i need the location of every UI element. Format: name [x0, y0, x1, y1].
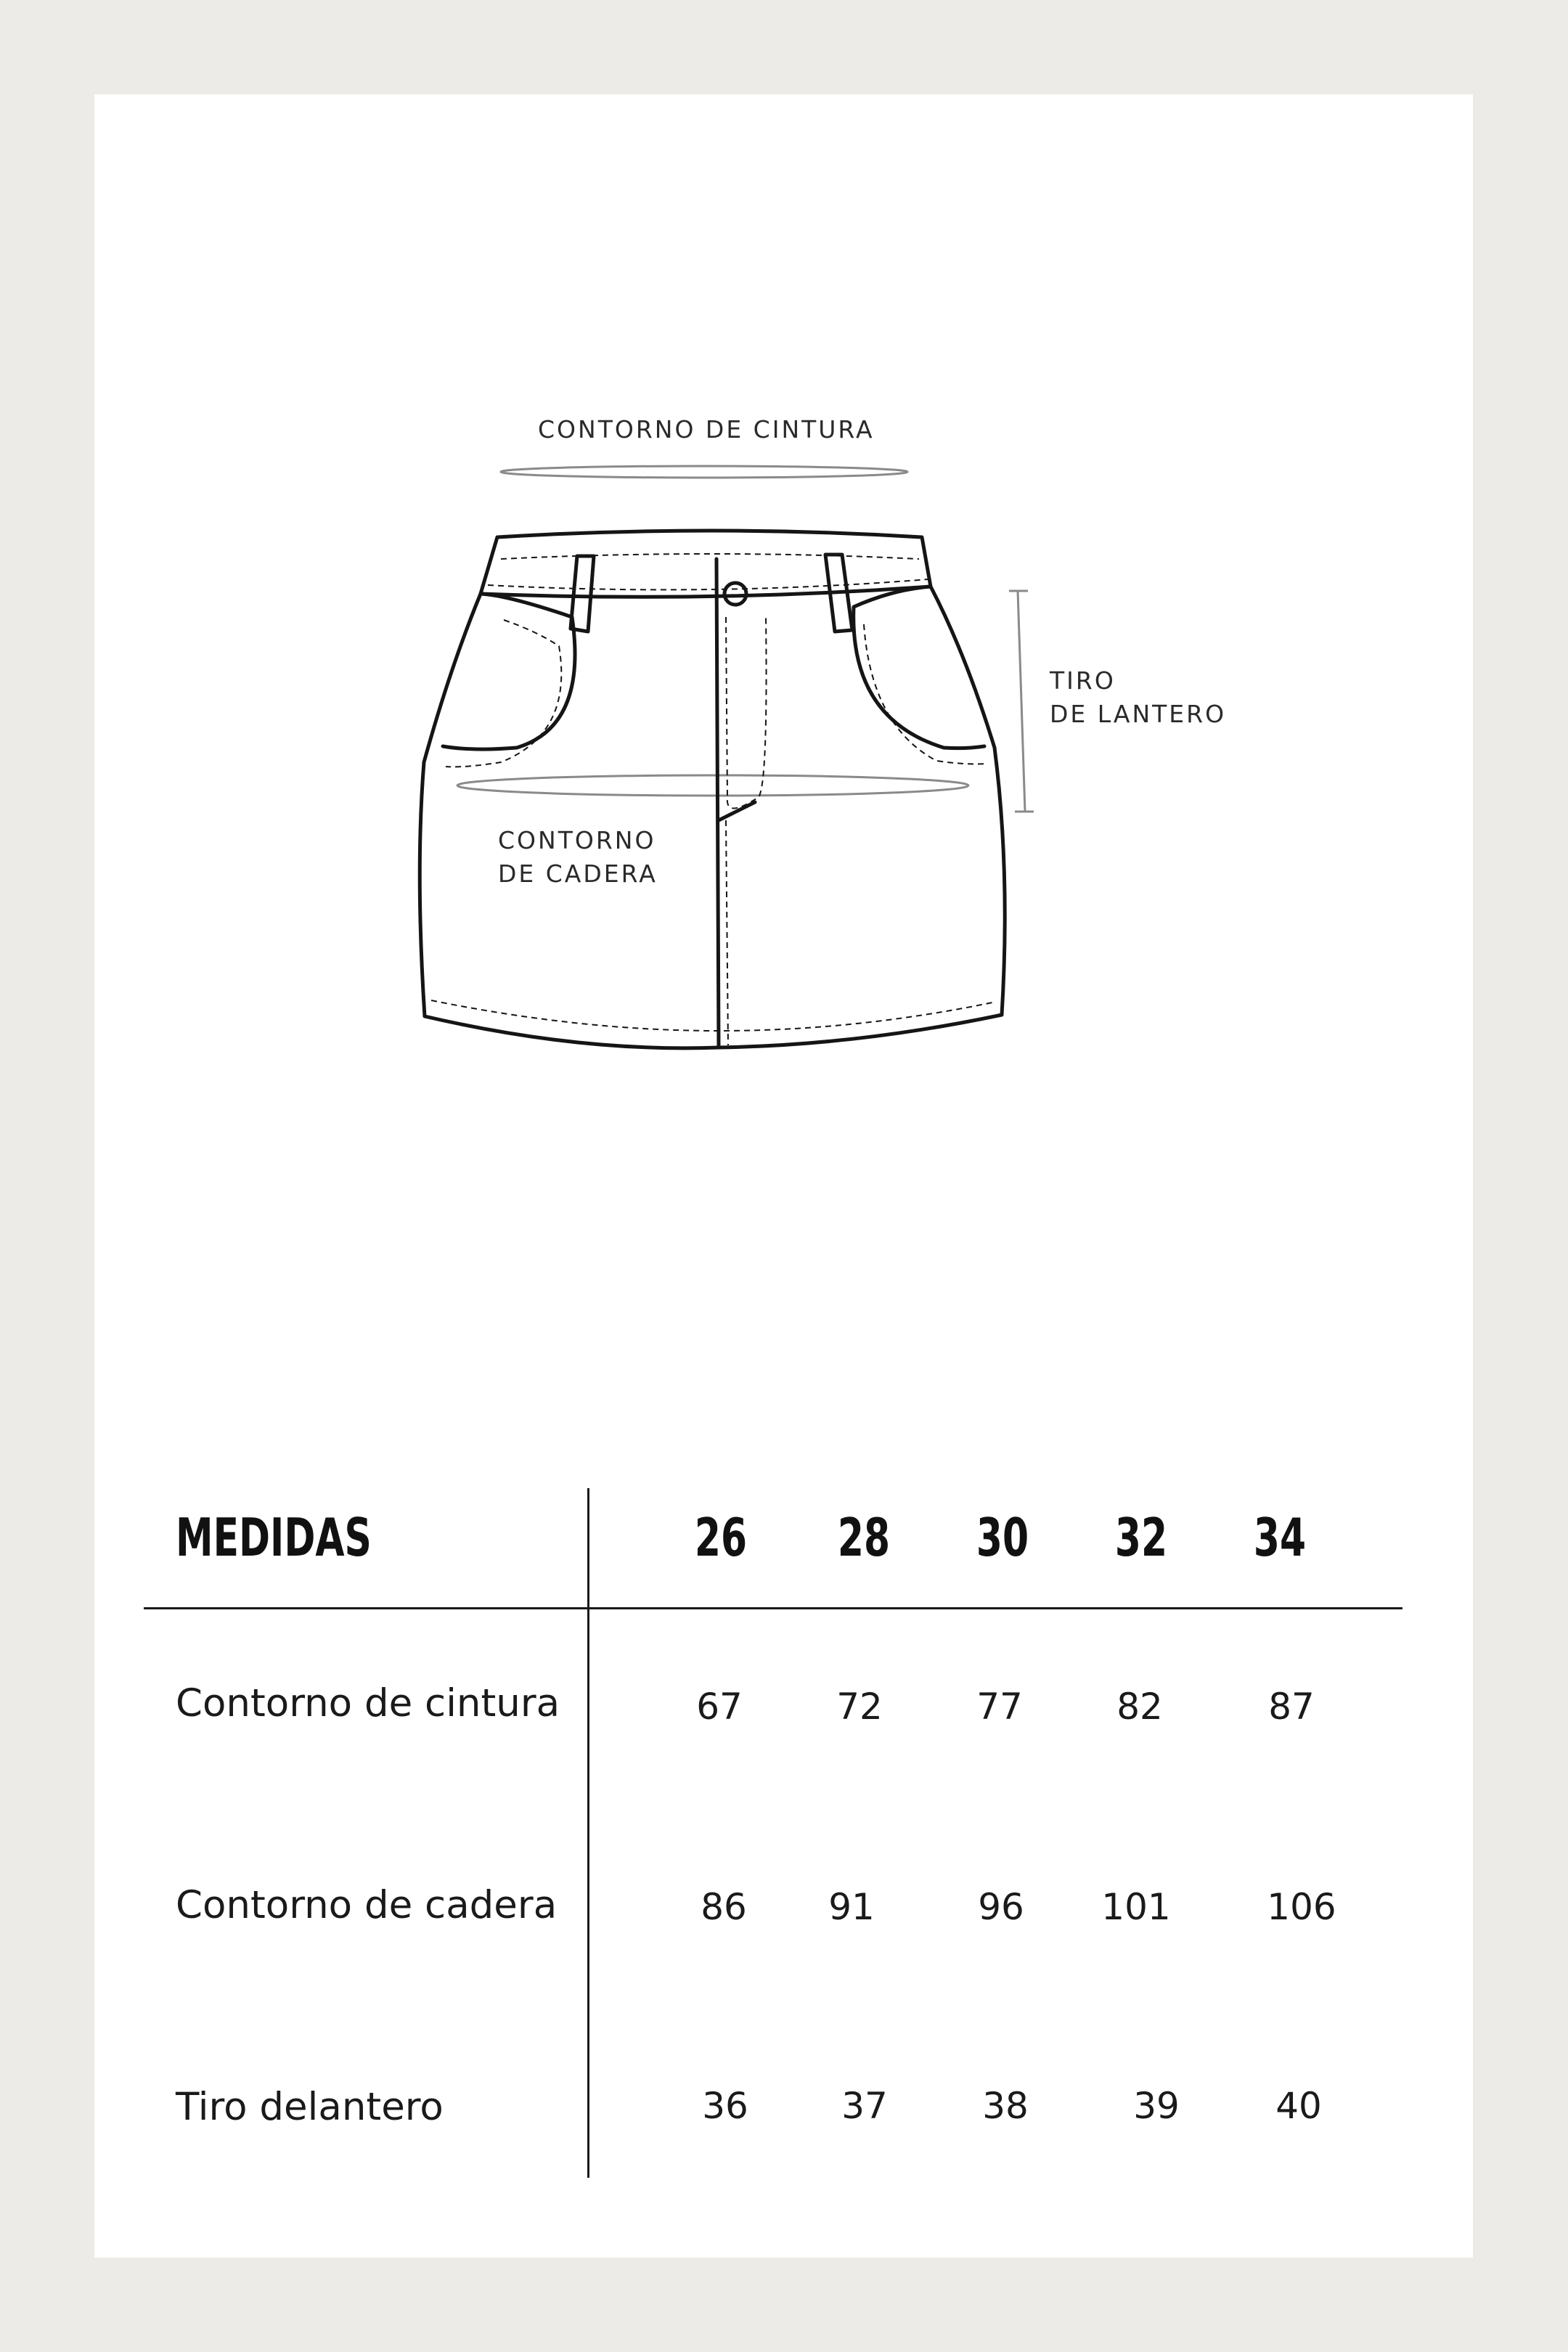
size-header: 32	[1114, 1507, 1168, 1568]
table-cell: 67	[696, 1686, 743, 1728]
table-cell: 72	[836, 1686, 883, 1728]
row-label: Contorno de cintura	[176, 1681, 560, 1726]
waist-label: CONTORNO DE CINTURA	[538, 415, 875, 444]
skirt-diagram	[0, 0, 1568, 1161]
table-cell: 101	[1101, 1886, 1171, 1928]
table-cell: 37	[841, 2085, 888, 2127]
size-header: 34	[1253, 1507, 1307, 1568]
table-cell: 40	[1275, 2085, 1322, 2127]
table-cell: 86	[701, 1886, 747, 1928]
table-cell: 36	[702, 2085, 748, 2127]
rise-label-line1: TIRO	[1050, 666, 1116, 695]
hip-label-line2: DE CADERA	[498, 859, 658, 888]
table-cell: 91	[828, 1886, 875, 1928]
row-label: Tiro delantero	[176, 2085, 444, 2129]
size-header: 26	[694, 1507, 748, 1568]
table-cell: 39	[1133, 2085, 1180, 2127]
waist-measure-guide	[501, 466, 907, 478]
skirt-outline	[420, 531, 1005, 1048]
table-cell: 96	[978, 1886, 1024, 1928]
table-cell: 82	[1116, 1686, 1163, 1728]
rise-label-line2: DE LANTERO	[1050, 700, 1227, 728]
rise-measure-guide	[1009, 591, 1034, 812]
size-header: 28	[837, 1507, 891, 1568]
hip-label-line1: CONTORNO	[498, 826, 656, 854]
table-cell: 77	[976, 1686, 1023, 1728]
skirt-stitching	[431, 554, 996, 1045]
size-header: 30	[976, 1507, 1029, 1568]
table-cell: 106	[1267, 1886, 1336, 1928]
table-cell: 38	[982, 2085, 1029, 2127]
table-header-label: MEDIDAS	[176, 1507, 372, 1568]
table-cell: 87	[1268, 1686, 1315, 1728]
row-label: Contorno de cadera	[176, 1883, 558, 1927]
hip-measure-guide	[457, 775, 968, 796]
